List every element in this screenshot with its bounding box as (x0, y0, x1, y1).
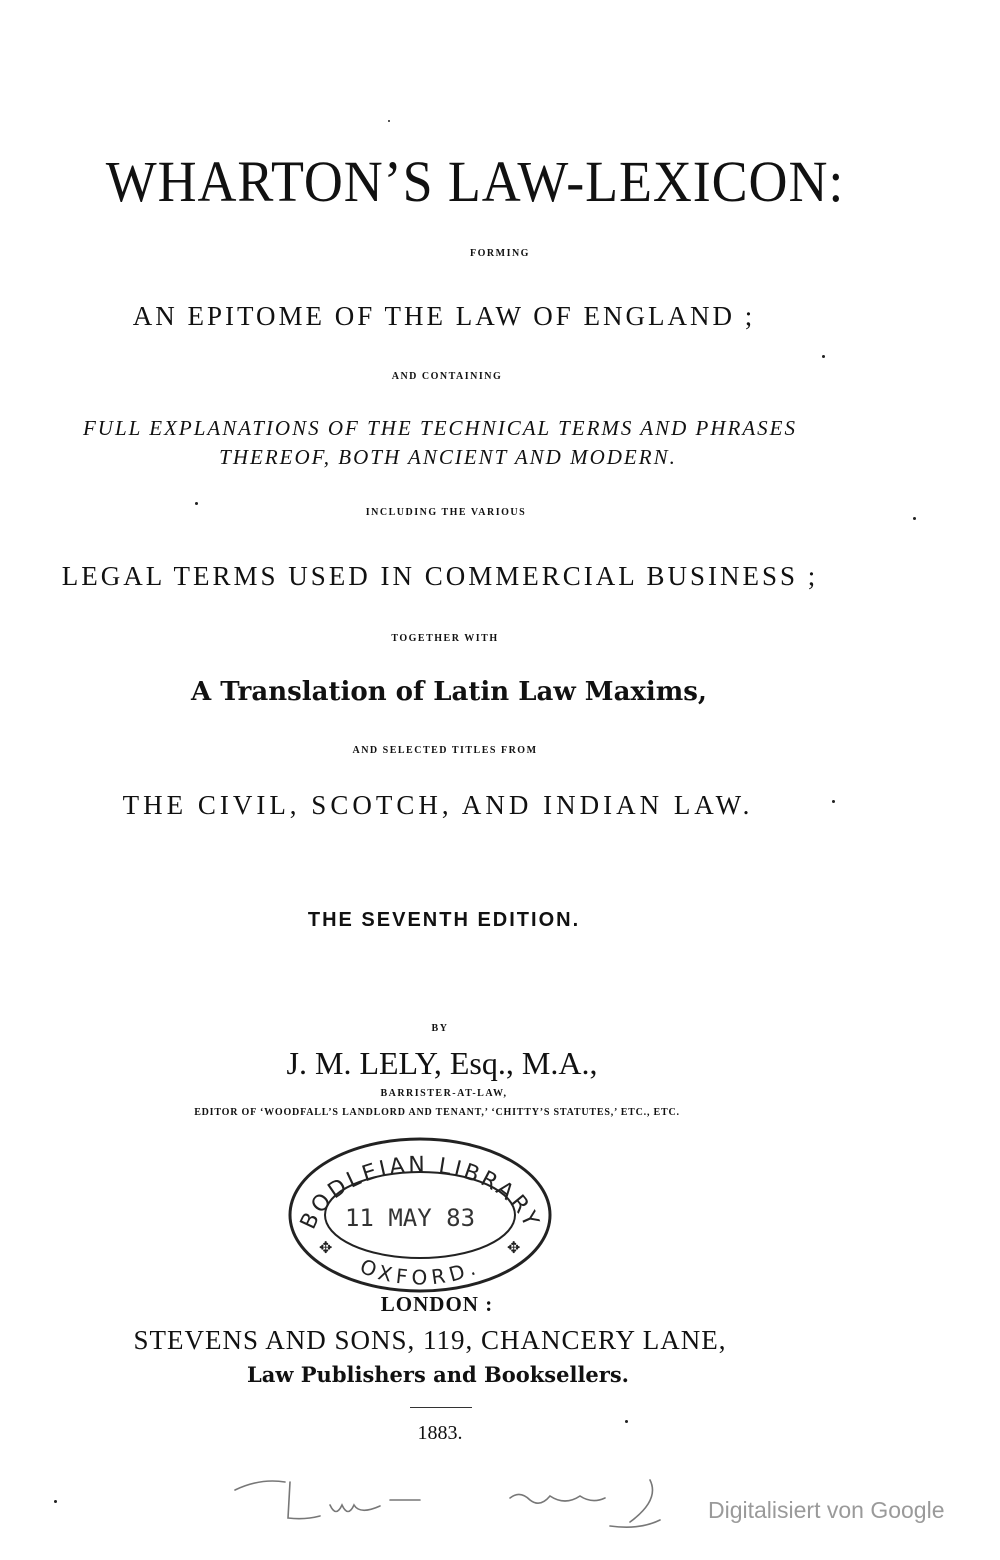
edition: THE SEVENTH EDITION. (307, 909, 581, 931)
stamp-top-text: BODLEIAN LIBRARY (295, 1152, 545, 1234)
author-role: BARRISTER-AT-LAW, (380, 1088, 508, 1099)
handwriting-graphic (220, 1460, 700, 1540)
page-title: WHARTON’S LAW-LEXICON: (105, 149, 845, 214)
subtitle-forming: FORMING (470, 248, 530, 259)
subtitle-selected-titles: AND SELECTED TITLES FROM (352, 745, 538, 756)
scan-speck (388, 120, 390, 122)
publication-year: 1883. (417, 1422, 463, 1444)
imprint-london: LONDON : (380, 1292, 494, 1316)
subtitle-including: INCLUDING THE VARIOUS (365, 507, 527, 518)
divider-rule (410, 1407, 472, 1408)
publisher-name: STEVENS AND SONS, 119, CHANCERY LANE, (133, 1325, 727, 1355)
handwriting-text: Law (300, 1518, 303, 1519)
handwritten-annotation (220, 1460, 700, 1540)
bodleian-library-stamp (285, 1135, 555, 1295)
stamp-ornament-left-icon: ✥ (319, 1238, 333, 1257)
stamp-date: 11 MAY 83 (344, 1204, 476, 1232)
stamp-ornament-right-icon: ✥ (507, 1238, 521, 1257)
subtitle-legal-terms: LEGAL TERMS USED IN COMMERCIAL BUSINESS ; (61, 561, 819, 591)
scan-speck (913, 517, 916, 520)
stamp-bottom-text: OXFORD. (356, 1254, 484, 1290)
subtitle-civil-scotch-indian: THE CIVIL, SCOTCH, AND INDIAN LAW. (122, 790, 754, 820)
subtitle-and-containing: AND CONTAINING (391, 371, 503, 382)
author-editor-credits: EDITOR OF ‘WOODFALL’S LANDLORD AND TENANT,’ ‘CHITTY’S STATUTES,’ ETC., ETC. (194, 1107, 680, 1118)
subtitle-translation: A Translation of Latin Law Maxims, (191, 677, 707, 707)
subtitle-epitome: AN EPITOME OF THE LAW OF ENGLAND ; (132, 301, 756, 331)
subtitle-full-explanations-2: THEREOF, BOTH ANCIENT AND MODERN. (219, 445, 677, 469)
scan-speck (54, 1500, 57, 1503)
scan-speck (822, 355, 825, 358)
scan-speck (832, 800, 835, 803)
publisher-subtitle: Law Publishers and Booksellers. (247, 1362, 629, 1387)
stamp-graphic (285, 1135, 555, 1295)
svg-text:OXFORD. (357, 1254, 483, 1290)
scan-speck (625, 1420, 628, 1423)
subtitle-full-explanations-1: FULL EXPLANATIONS OF THE TECHNICAL TERMS AND PHRASES (82, 416, 797, 440)
google-watermark: Digitalisiert von Google (708, 1497, 945, 1523)
scan-speck (195, 502, 198, 505)
by-label: BY (431, 1023, 449, 1034)
subtitle-together-with: TOGETHER WITH (391, 633, 499, 644)
author-name: J. M. LELY, Esq., M.A., (286, 1045, 598, 1081)
